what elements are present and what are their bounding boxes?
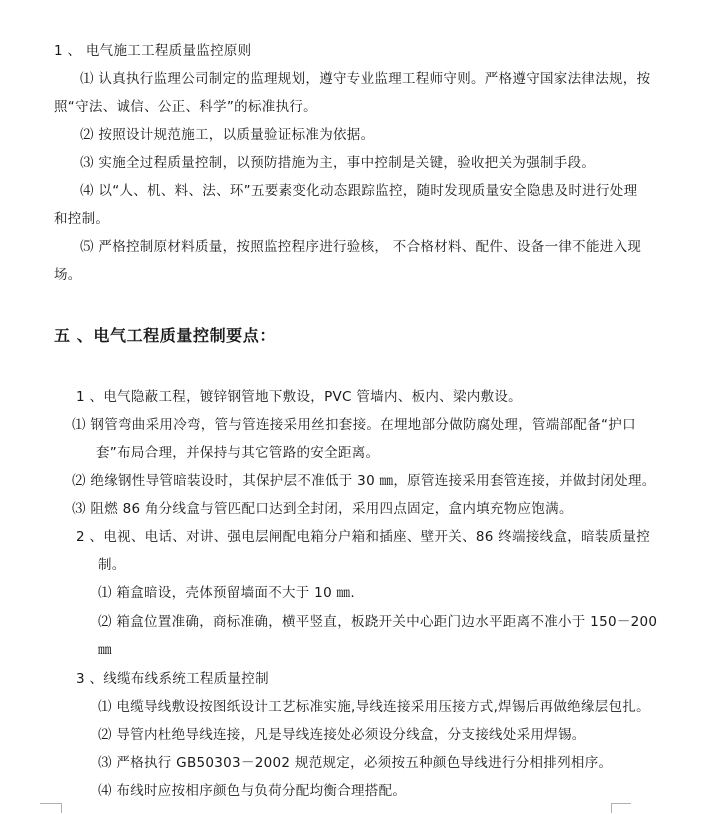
section1-item5-line2: 场。 xyxy=(54,267,82,283)
section1-item4-line2: 和控制。 xyxy=(54,211,110,227)
section5-sub3-item4: ⑷ 布线时应按相序颜色与负荷分配均衡合理搭配。 xyxy=(98,783,407,799)
page-corner-mark-right-vertical xyxy=(611,803,612,813)
section1-item5-line1: ⑸ 严格控制原材料质量，按照监控程序进行验核， 不合格材料、配件、设备一律不能进入现 xyxy=(80,239,642,255)
section5-sub2-title-line2: 制。 xyxy=(98,557,126,573)
section1-item3: ⑶ 实施全过程质量控制，以预防措施为主，事中控制是关键，验收把关为强制手段。 xyxy=(80,155,596,171)
section5-sub3-item1: ⑴ 电缆导线敷设按图纸设计工艺标准实施,导线连接采用压接方式,焊锡后再做绝缘层包扎。 xyxy=(98,699,650,715)
section1-item4-line1: ⑷ 以“人、机、料、法、环”五要素变化动态跟踪监控，随时发现质量安全隐患及时进行处理 xyxy=(80,183,638,199)
section5-sub2-title-line1: 2 、电视、电话、对讲、强电层闸配电箱分户箱和插座、壁开关、86 终端接线盒，暗装质量控 xyxy=(76,529,651,545)
section5-heading: 五 、电气工程质量控制要点： xyxy=(54,326,276,345)
page-corner-mark-left-vertical xyxy=(61,803,62,813)
section5-sub2-item1: ⑴ 箱盒暗设，壳体预留墙面不大于 10 ㎜. xyxy=(98,585,355,601)
section1-item2: ⑵ 按照设计规范施工，以质量验证标准为依据。 xyxy=(80,127,375,143)
section5-sub1-item3: ⑶ 阻燃 86 角分线盒与管匹配口达到全封闭，采用四点固定，盒内填充物应饱满。 xyxy=(72,501,573,517)
section5-sub1-item1-line1: ⑴ 钢管弯曲采用冷弯，管与管连接采用丝扣套接。在埋地部分做防腐处理，管端部配备“护口 xyxy=(72,417,636,433)
section5-sub3-title: 3 、线缆布线系统工程质量控制 xyxy=(76,671,269,687)
section1-item1-line2: 照“守法、诚信、公正、科学”的标准执行。 xyxy=(54,99,317,115)
section5-sub1-title: 1 、电气隐蔽工程，镀锌钢管地下敷设，PVC 管墙内、板内、梁内敷设。 xyxy=(76,389,522,405)
section1-item1-line1: ⑴ 认真执行监理公司制定的监理规划，遵守专业监理工程师守则。严格遵守国家法律法规，按 xyxy=(80,71,651,87)
section5-sub2-item2-line1: ⑵ 箱盒位置准确，商标准确，横平竖直，板跷开关中心距门边水平距离不准小于 150－200 xyxy=(98,614,658,630)
section5-sub1-item1-line2: 套”布局合理，并保持与其它管路的安全距离。 xyxy=(96,445,380,461)
section1-title: 1 、 电气施工工程质量监控原则 xyxy=(54,43,252,59)
section5-sub3-item3: ⑶ 严格执行 GB50303－2002 规范规定，必须按五种颜色导线进行分相排列相序。 xyxy=(98,755,613,771)
section5-sub1-item2: ⑵ 绝缘钢性导管暗装设时，其保护层不准低于 30 ㎜，原管连接采用套管连接，并做封闭处理。 xyxy=(72,473,656,489)
section5-sub3-item2: ⑵ 导管内杜绝导线连接，凡是导线连接处必须设分线盒，分支接线处采用焊锡。 xyxy=(98,727,586,743)
page-corner-mark-right xyxy=(611,803,631,814)
page-corner-mark-left xyxy=(40,803,62,814)
section5-sub2-item2-line2: ㎜ xyxy=(98,642,112,658)
